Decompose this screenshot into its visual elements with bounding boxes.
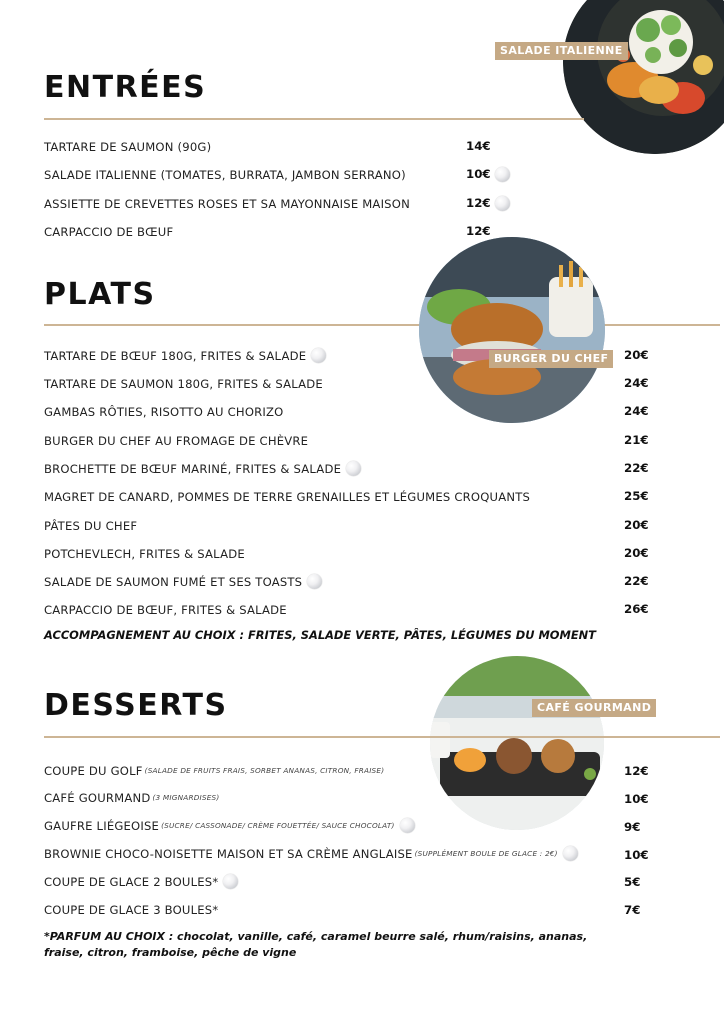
- menu-item-price: 10€: [624, 848, 649, 862]
- menu-item-price: 12€: [466, 193, 510, 213]
- accompagnement-note: ACCOMPAGNEMENT AU CHOIX : FRITES, SALADE VERTE, PÂTES, LÉGUMES DU MOMENT: [44, 628, 596, 642]
- burger-du-chef-photo: [419, 237, 605, 423]
- photo-tag-burger-du-chef: BURGER DU CHEF: [489, 350, 613, 368]
- menu-item-price: 10€: [624, 792, 649, 806]
- section-title-plats: PLATS: [44, 277, 156, 312]
- menu-item: SALADE DE SAUMON FUMÉ ET SES TOASTS: [44, 571, 322, 591]
- menu-item: PÂTES DU CHEF: [44, 518, 138, 533]
- menu-item: POTCHEVLECH, FRITES & SALADE: [44, 546, 245, 561]
- menu-item: TARTARE DE SAUMON (90G): [44, 139, 212, 154]
- menu-item: BROWNIE CHOCO-NOISETTE MAISON ET SA CRÈME ANGLAISE (SUPPLÉMENT BOULE DE GLACE : 2€): [44, 843, 578, 863]
- menu-item-price: 25€: [624, 489, 649, 503]
- menu-item-price: 14€: [466, 139, 491, 153]
- golf-ball-icon: [346, 461, 361, 476]
- menu-item: GAMBAS RÔTIES, RISOTTO AU CHORIZO: [44, 404, 284, 419]
- menu-item: CAFÉ GOURMAND (3 MIGNARDISES): [44, 790, 220, 805]
- golf-ball-icon: [563, 846, 578, 861]
- menu-item: COUPE DE GLACE 2 BOULES*: [44, 871, 238, 891]
- photo-tag-salade-italienne: SALADE ITALIENNE: [495, 42, 628, 60]
- divider-plats: [44, 324, 720, 326]
- menu-item: CARPACCIO DE BŒUF, FRITES & SALADE: [44, 602, 287, 617]
- parfum-note-line-1: *PARFUM AU CHOIX : chocolat, vanille, café, caramel beurre salé, rhum/raisins, ananas,: [44, 930, 588, 943]
- menu-item: SALADE ITALIENNE (TOMATES, BURRATA, JAMBON SERRANO): [44, 167, 406, 182]
- golf-ball-icon: [495, 196, 510, 211]
- menu-item: CARPACCIO DE BŒUF: [44, 224, 174, 239]
- menu-item: BURGER DU CHEF AU FROMAGE DE CHÈVRE: [44, 433, 309, 448]
- menu-item-price: 21€: [624, 433, 649, 447]
- menu-item: COUPE DU GOLF (SALADE DE FRUITS FRAIS, SORBET ANANAS, CITRON, FRAISE): [44, 763, 385, 778]
- golf-ball-icon: [400, 818, 415, 833]
- menu-item: ASSIETTE DE CREVETTES ROSES ET SA MAYONNAISE MAISON: [44, 196, 410, 211]
- menu-item-price: 20€: [624, 546, 649, 560]
- golf-ball-icon: [311, 348, 326, 363]
- menu-item-price: 20€: [624, 348, 649, 362]
- golf-ball-icon: [495, 167, 510, 182]
- photo-tag-cafe-gourmand: CAFÉ GOURMAND: [532, 699, 656, 717]
- menu-item-price: 22€: [624, 461, 649, 475]
- divider-entrees: [44, 118, 584, 120]
- golf-ball-icon: [223, 874, 238, 889]
- menu-item-price: 24€: [624, 404, 649, 418]
- menu-item-price: 24€: [624, 376, 649, 390]
- salade-italienne-photo: [563, 0, 724, 154]
- menu-item: BROCHETTE DE BŒUF MARINÉ, FRITES & SALADE: [44, 458, 361, 478]
- golf-ball-icon: [307, 574, 322, 589]
- menu-item-price: 12€: [624, 764, 649, 778]
- parfum-note-line-2: fraise, citron, framboise, pêche de vigne: [44, 946, 297, 959]
- cafe-gourmand-photo: [430, 656, 604, 830]
- section-title-entrees: ENTRÉES: [44, 70, 207, 105]
- menu-item-price: 26€: [624, 602, 649, 616]
- section-title-desserts: DESSERTS: [44, 688, 228, 723]
- menu-item-price: 5€: [624, 875, 641, 889]
- menu-item: TARTARE DE SAUMON 180G, FRITES & SALADE: [44, 376, 323, 391]
- menu-item: COUPE DE GLACE 3 BOULES*: [44, 902, 219, 917]
- menu-item-price: 10€: [466, 164, 510, 184]
- menu-item: TARTARE DE BŒUF 180G, FRITES & SALADE: [44, 345, 326, 365]
- menu-item: GAUFRE LIÉGEOISE (SUCRE/ CASSONADE/ CRÈME FOUETTÉE/ SAUCE CHOCOLAT): [44, 815, 415, 835]
- menu-item-price: 9€: [624, 820, 641, 834]
- menu-item-price: 22€: [624, 574, 649, 588]
- menu-item: MAGRET DE CANARD, POMMES DE TERRE GRENAILLES ET LÉGUMES CROQUANTS: [44, 489, 531, 504]
- divider-desserts: [44, 736, 720, 738]
- menu-item-price: 7€: [624, 903, 641, 917]
- menu-item-price: 20€: [624, 518, 649, 532]
- menu-item-price: 12€: [466, 224, 491, 238]
